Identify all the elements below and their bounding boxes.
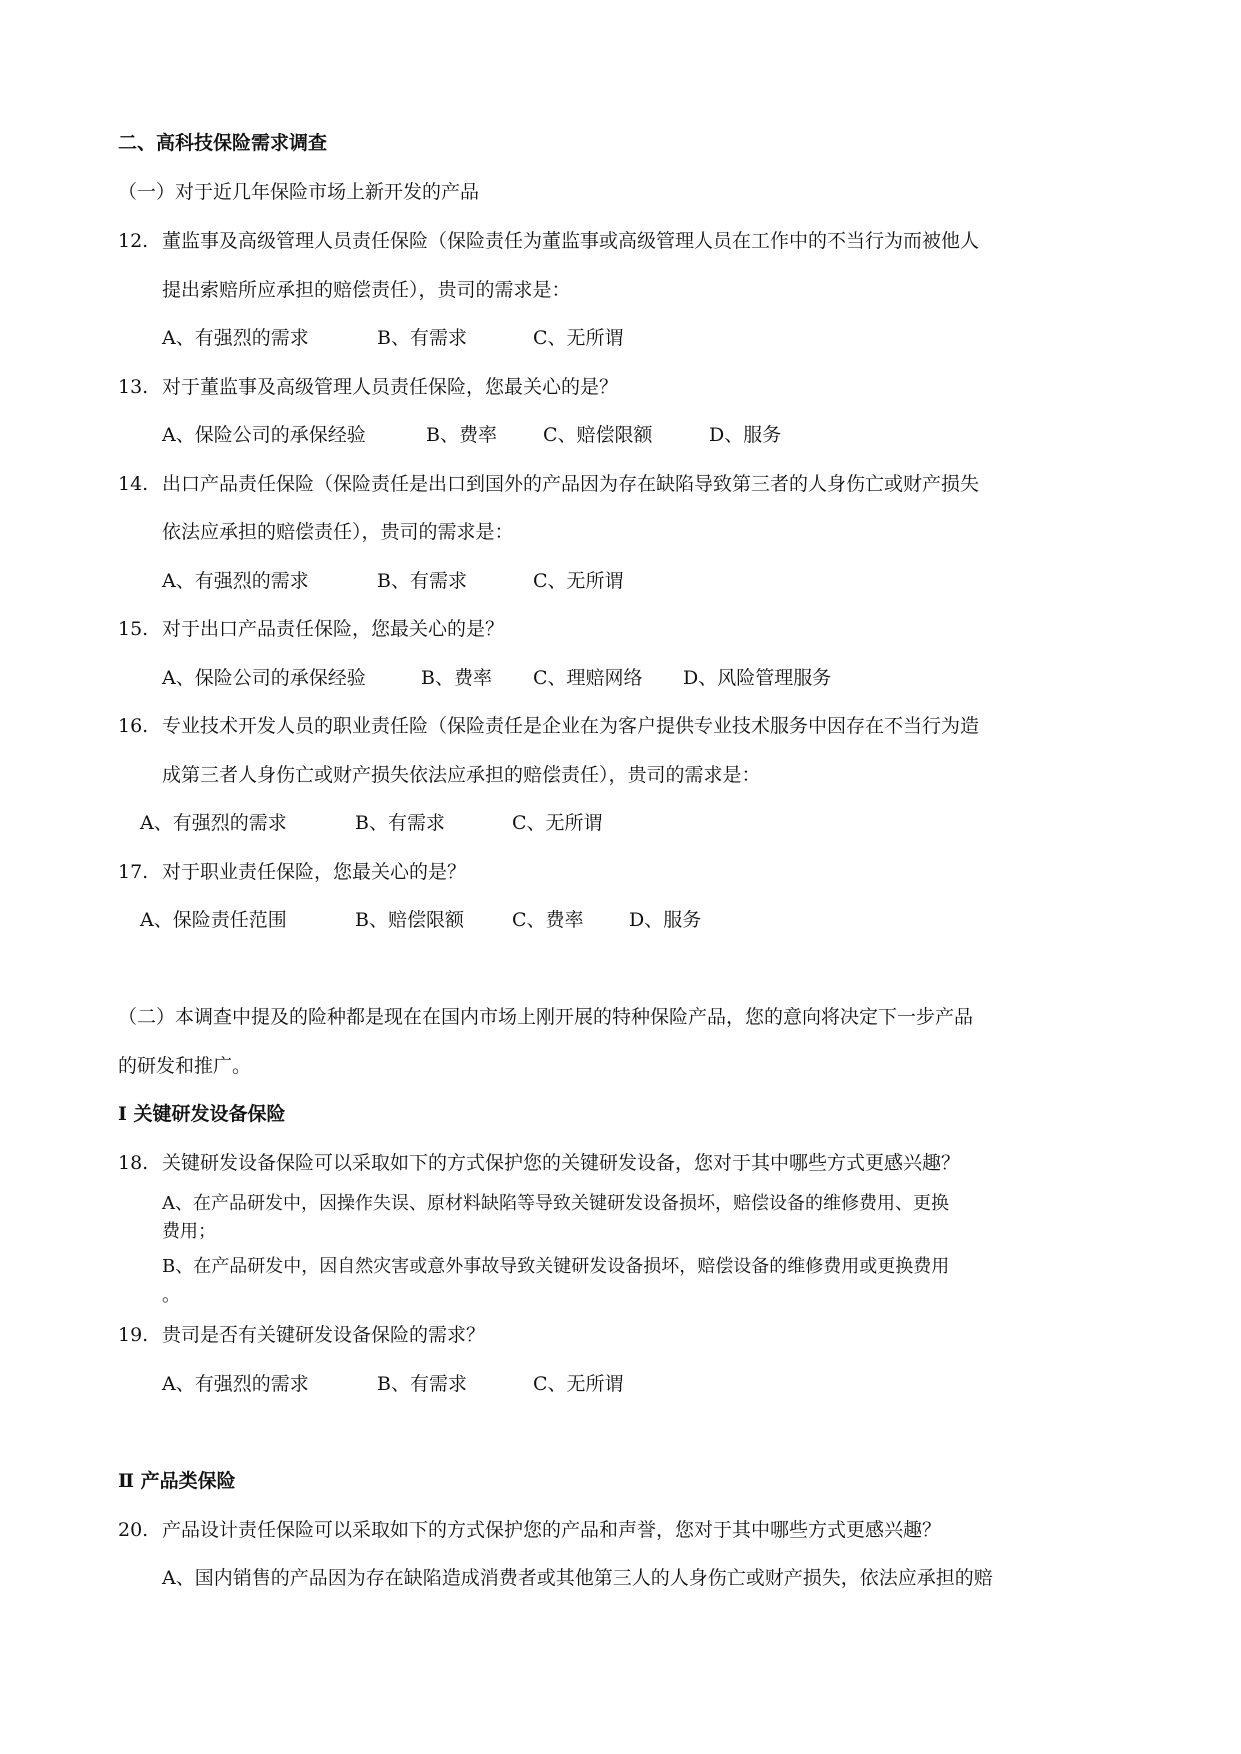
option-c[interactable]: C、无所谓 bbox=[533, 1373, 624, 1395]
option-c[interactable]: C、无所谓 bbox=[512, 812, 603, 834]
question-number: 19. bbox=[118, 1324, 149, 1346]
option-c[interactable]: C、无所谓 bbox=[533, 327, 624, 349]
option-c[interactable]: C、费率 bbox=[512, 909, 584, 931]
section-title: 二、高科技保险需求调查 bbox=[118, 132, 328, 154]
question-text: 出口产品责任保险（保险责任是出口到国外的产品因为存在缺陷导致第三者的人身伤亡或财产损失 bbox=[162, 473, 980, 495]
option-a[interactable]: A、有强烈的需求 bbox=[162, 327, 309, 349]
option-b[interactable]: B、费率 bbox=[421, 667, 492, 689]
question-text: 对于出口产品责任保险，您最关心的是？ bbox=[162, 618, 505, 640]
option-b[interactable]: B、有需求 bbox=[377, 327, 467, 349]
option-a[interactable]: A、有强烈的需求 bbox=[162, 570, 309, 592]
part-title: Ⅰ 关键研发设备保险 bbox=[118, 1103, 286, 1125]
part-title: Ⅱ 产品类保险 bbox=[118, 1470, 236, 1492]
subsection-title: （一）对于近几年保险市场上新开发的产品 bbox=[118, 181, 480, 203]
question-text: 专业技术开发人员的职业责任险（保险责任是企业在为客户提供专业技术服务中因存在不当行为造 bbox=[162, 715, 980, 737]
option-a[interactable]: A、有强烈的需求 bbox=[162, 1373, 309, 1395]
subsection-intro: 的研发和推广。 bbox=[118, 1055, 252, 1077]
question-text: 董监事及高级管理人员责任保险（保险责任为董监事或高级管理人员在工作中的不当行为而被他人 bbox=[162, 230, 980, 252]
option-a[interactable]: A、保险公司的承保经验 bbox=[162, 667, 366, 689]
option-c[interactable]: C、理赔网络 bbox=[533, 667, 643, 689]
question-number: 16. bbox=[118, 715, 149, 737]
option-c[interactable]: C、赔偿限额 bbox=[543, 424, 653, 446]
option-a[interactable]: A、在产品研发中，因操作失误、原材料缺陷等导致关键研发设备损坏，赔偿设备的维修费用、更换 bbox=[162, 1193, 949, 1214]
option-b[interactable]: B、有需求 bbox=[377, 570, 467, 592]
subsection-intro: （二）本调查中提及的险种都是现在在国内市场上刚开展的特种保险产品，您的意向将决定下一步产品 bbox=[118, 1006, 974, 1028]
question-number: 18. bbox=[118, 1152, 149, 1174]
option-d[interactable]: D、服务 bbox=[709, 424, 782, 446]
option-b[interactable]: B、费率 bbox=[426, 424, 497, 446]
question-text: 产品设计责任保险可以采取如下的方式保护您的产品和声誉，您对于其中哪些方式更感兴趣？ bbox=[162, 1519, 942, 1541]
option-a[interactable]: A、有强烈的需求 bbox=[140, 812, 287, 834]
option-b[interactable]: B、赔偿限额 bbox=[355, 909, 464, 931]
question-text: 成第三者人身伤亡或财产损失依法应承担的赔偿责任），贵司的需求是： bbox=[162, 764, 761, 786]
question-number: 17. bbox=[118, 861, 149, 883]
question-number: 13. bbox=[118, 376, 149, 398]
option-b[interactable]: B、在产品研发中，因自然灾害或意外事故导致关键研发设备损坏，赔偿设备的维修费用或更换费用 bbox=[162, 1256, 950, 1277]
question-number: 12. bbox=[118, 230, 149, 252]
question-text: 对于董监事及高级管理人员责任保险，您最关心的是？ bbox=[162, 376, 619, 398]
question-number: 15. bbox=[118, 618, 149, 640]
question-text: 贵司是否有关键研发设备保险的需求？ bbox=[162, 1324, 486, 1346]
option-b[interactable]: B、有需求 bbox=[355, 812, 445, 834]
option-b-cont: 。 bbox=[162, 1285, 180, 1306]
question-text: 对于职业责任保险，您最关心的是？ bbox=[162, 861, 467, 883]
option-a[interactable]: A、国内销售的产品因为存在缺陷造成消费者或其他第三人的人身伤亡或财产损失，依法应承担的赔 bbox=[162, 1567, 993, 1589]
option-c[interactable]: C、无所谓 bbox=[533, 570, 624, 592]
option-d[interactable]: D、风险管理服务 bbox=[683, 667, 832, 689]
option-d[interactable]: D、服务 bbox=[629, 909, 702, 931]
question-text: 依法应承担的赔偿责任），贵司的需求是： bbox=[162, 521, 514, 543]
question-text: 提出索赔所应承担的赔偿责任），贵司的需求是： bbox=[162, 279, 571, 301]
question-number: 20. bbox=[118, 1519, 149, 1541]
question-number: 14. bbox=[118, 473, 149, 495]
option-a[interactable]: A、保险责任范围 bbox=[140, 909, 287, 931]
option-a[interactable]: A、保险公司的承保经验 bbox=[162, 424, 366, 446]
question-text: 关键研发设备保险可以采取如下的方式保护您的关键研发设备，您对于其中哪些方式更感兴趣？ bbox=[162, 1152, 961, 1174]
option-a-cont: 费用； bbox=[162, 1221, 216, 1242]
option-b[interactable]: B、有需求 bbox=[377, 1373, 467, 1395]
